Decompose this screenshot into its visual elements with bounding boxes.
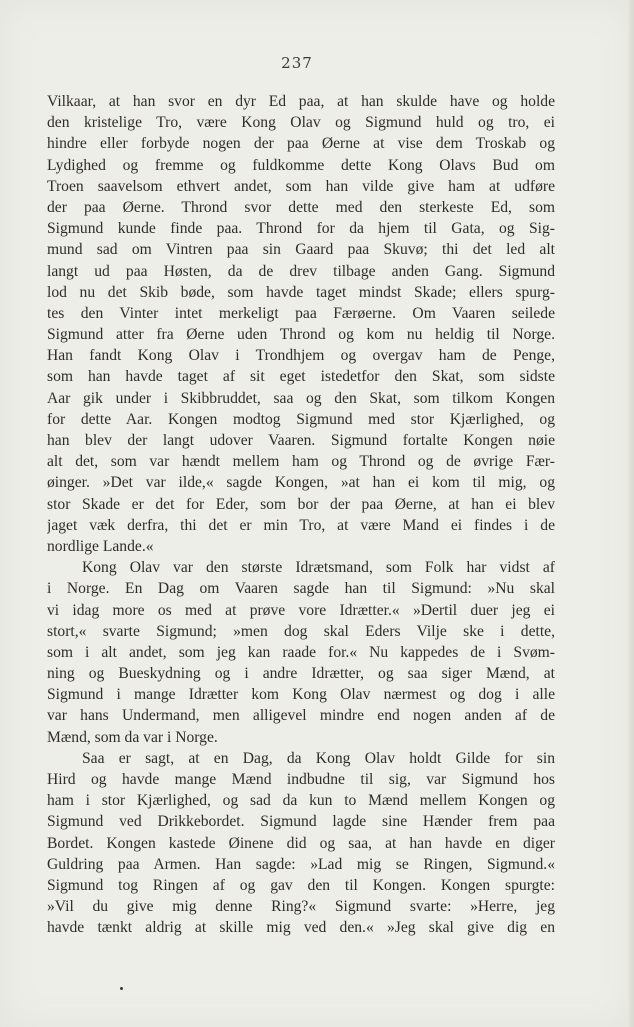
text-line: hindre eller forbyde nogen der paa Øerne at vise dem Troskab og bbox=[47, 135, 555, 153]
text-line: Sigmund tog Ringen af og gav den til Kongen. Kongen spurgte: bbox=[47, 876, 555, 894]
page-number: 237 bbox=[281, 54, 313, 72]
text-line: for dette Aar. Kongen modtog Sigmund med stor Kjærlighed, og bbox=[47, 410, 555, 428]
text-line: der paa Øerne. Thrond svor dette med den sterkeste Ed, som bbox=[47, 198, 555, 216]
text-line: ning og Bueskydning og i andre Idrætter, og saa siger Mænd, at bbox=[47, 665, 555, 683]
text-line: Vilkaar, at han svor en dyr Ed paa, at han skulde have og holde bbox=[47, 93, 555, 110]
text-line: den kristelige Tro, være Kong Olav og Sigmund huld og tro, ei bbox=[47, 114, 555, 132]
text-line: Aar gik under i Skibbruddet, saa og den Skat, som tilkom Kongen bbox=[47, 389, 555, 407]
text-line: Sigmund kunde finde paa. Thrond for da hjem til Gata, og Sig- bbox=[47, 220, 555, 238]
text-line: langt ud paa Høsten, da de drev tilbage anden Gang. Sigmund bbox=[47, 262, 555, 280]
text-line: Saa er sagt, at en Dag, da Kong Olav holdt Gilde for sin bbox=[82, 749, 555, 767]
text-line: som han havde taget af sit eget istedetfor den Skat, som sidste bbox=[47, 368, 555, 386]
text-line: som i alt andet, som jeg kan raade for.« Nu kappedes de i Svøm- bbox=[47, 643, 555, 661]
text-line: han blev der langt udover Vaaren. Sigmund fortalte Kongen nøie bbox=[47, 432, 555, 449]
text-line: Sigmund i mange Idrætter kom Kong Olav nærmest og dog i alle bbox=[47, 686, 555, 704]
page-edge bbox=[628, 0, 634, 1027]
text-line: Han fandt Kong Olav i Trondhjem og overgav ham de Penge, bbox=[47, 347, 555, 365]
text-line: jaget væk derfra, thi det er min Tro, at være Mand ei findes i de bbox=[47, 516, 555, 534]
text-line: i Norge. En Dag om Vaaren sagde han til Sigmund: »Nu skal bbox=[47, 580, 555, 598]
text-line: Troen saavelsom ethvert andet, som han vilde give ham at udføre bbox=[47, 177, 555, 195]
text-line: stort,« svarte Sigmund; »men dog skal Eders Vilje ske i dette, bbox=[47, 622, 555, 640]
ink-speck bbox=[120, 987, 123, 990]
text-line: Hird og havde mange Mænd indbudne til sig, var Sigmund hos bbox=[47, 771, 555, 788]
text-line: Sigmund ved Drikkebordet. Sigmund lagde sine Hænder frem paa bbox=[47, 813, 555, 831]
text-line: tes den Vinter intet merkeligt paa Færøerne. Om Vaaren seilede bbox=[47, 304, 555, 322]
text-line: nordlige Lande.« bbox=[47, 537, 154, 555]
text-line: vi idag more os med at prøve vore Idrætter.« »Dertil duer jeg ei bbox=[47, 601, 555, 619]
text-line: stor Skade er det for Eder, som bor der paa Øerne, at han ei blev bbox=[47, 495, 555, 513]
text-line: øinger. »Det var ilde,« sagde Kongen, »at han ei kom til mig, og bbox=[47, 474, 555, 492]
text-line: havde tænkt aldrig at skille mig ved den.« »Jeg skal give dig en bbox=[47, 919, 555, 937]
text-line: »Vil du give mig denne Ring?« Sigmund svarte: »Herre, jeg bbox=[47, 898, 555, 916]
text-line: Bordet. Kongen kastede Øinene did og saa, at han havde en diger bbox=[47, 834, 555, 852]
text-line: ham i stor Kjærlighed, og sad da kun to Mænd mellem Kongen og bbox=[47, 792, 555, 810]
text-line: lod nu det Skib bøde, som havde taget mindst Skade; ellers spurg- bbox=[47, 283, 555, 301]
text-line: Kong Olav var den største Idrætsmand, som Folk har vidst af bbox=[82, 559, 555, 577]
text-line: mund sad om Vintren paa sin Gaard paa Skuvø; thi det led alt bbox=[47, 241, 555, 259]
text-line: alt det, som var hændt mellem ham og Thrond og de øvrige Fær- bbox=[47, 453, 555, 471]
text-line: Lydighed og fremme og fuldkomme dette Kong Olavs Bud om bbox=[47, 156, 555, 174]
text-line: var hans Undermand, men alligevel mindre end nogen anden af de bbox=[47, 707, 555, 725]
body-text bbox=[47, 91, 555, 939]
text-line: Sigmund atter fra Øerne uden Thrond og kom nu heldig til Norge. bbox=[47, 326, 555, 344]
text-line: Mænd, som da var i Norge. bbox=[47, 728, 218, 746]
text-line: Guldring paa Armen. Han sagde: »Lad mig se Ringen, Sigmund.« bbox=[47, 855, 555, 873]
